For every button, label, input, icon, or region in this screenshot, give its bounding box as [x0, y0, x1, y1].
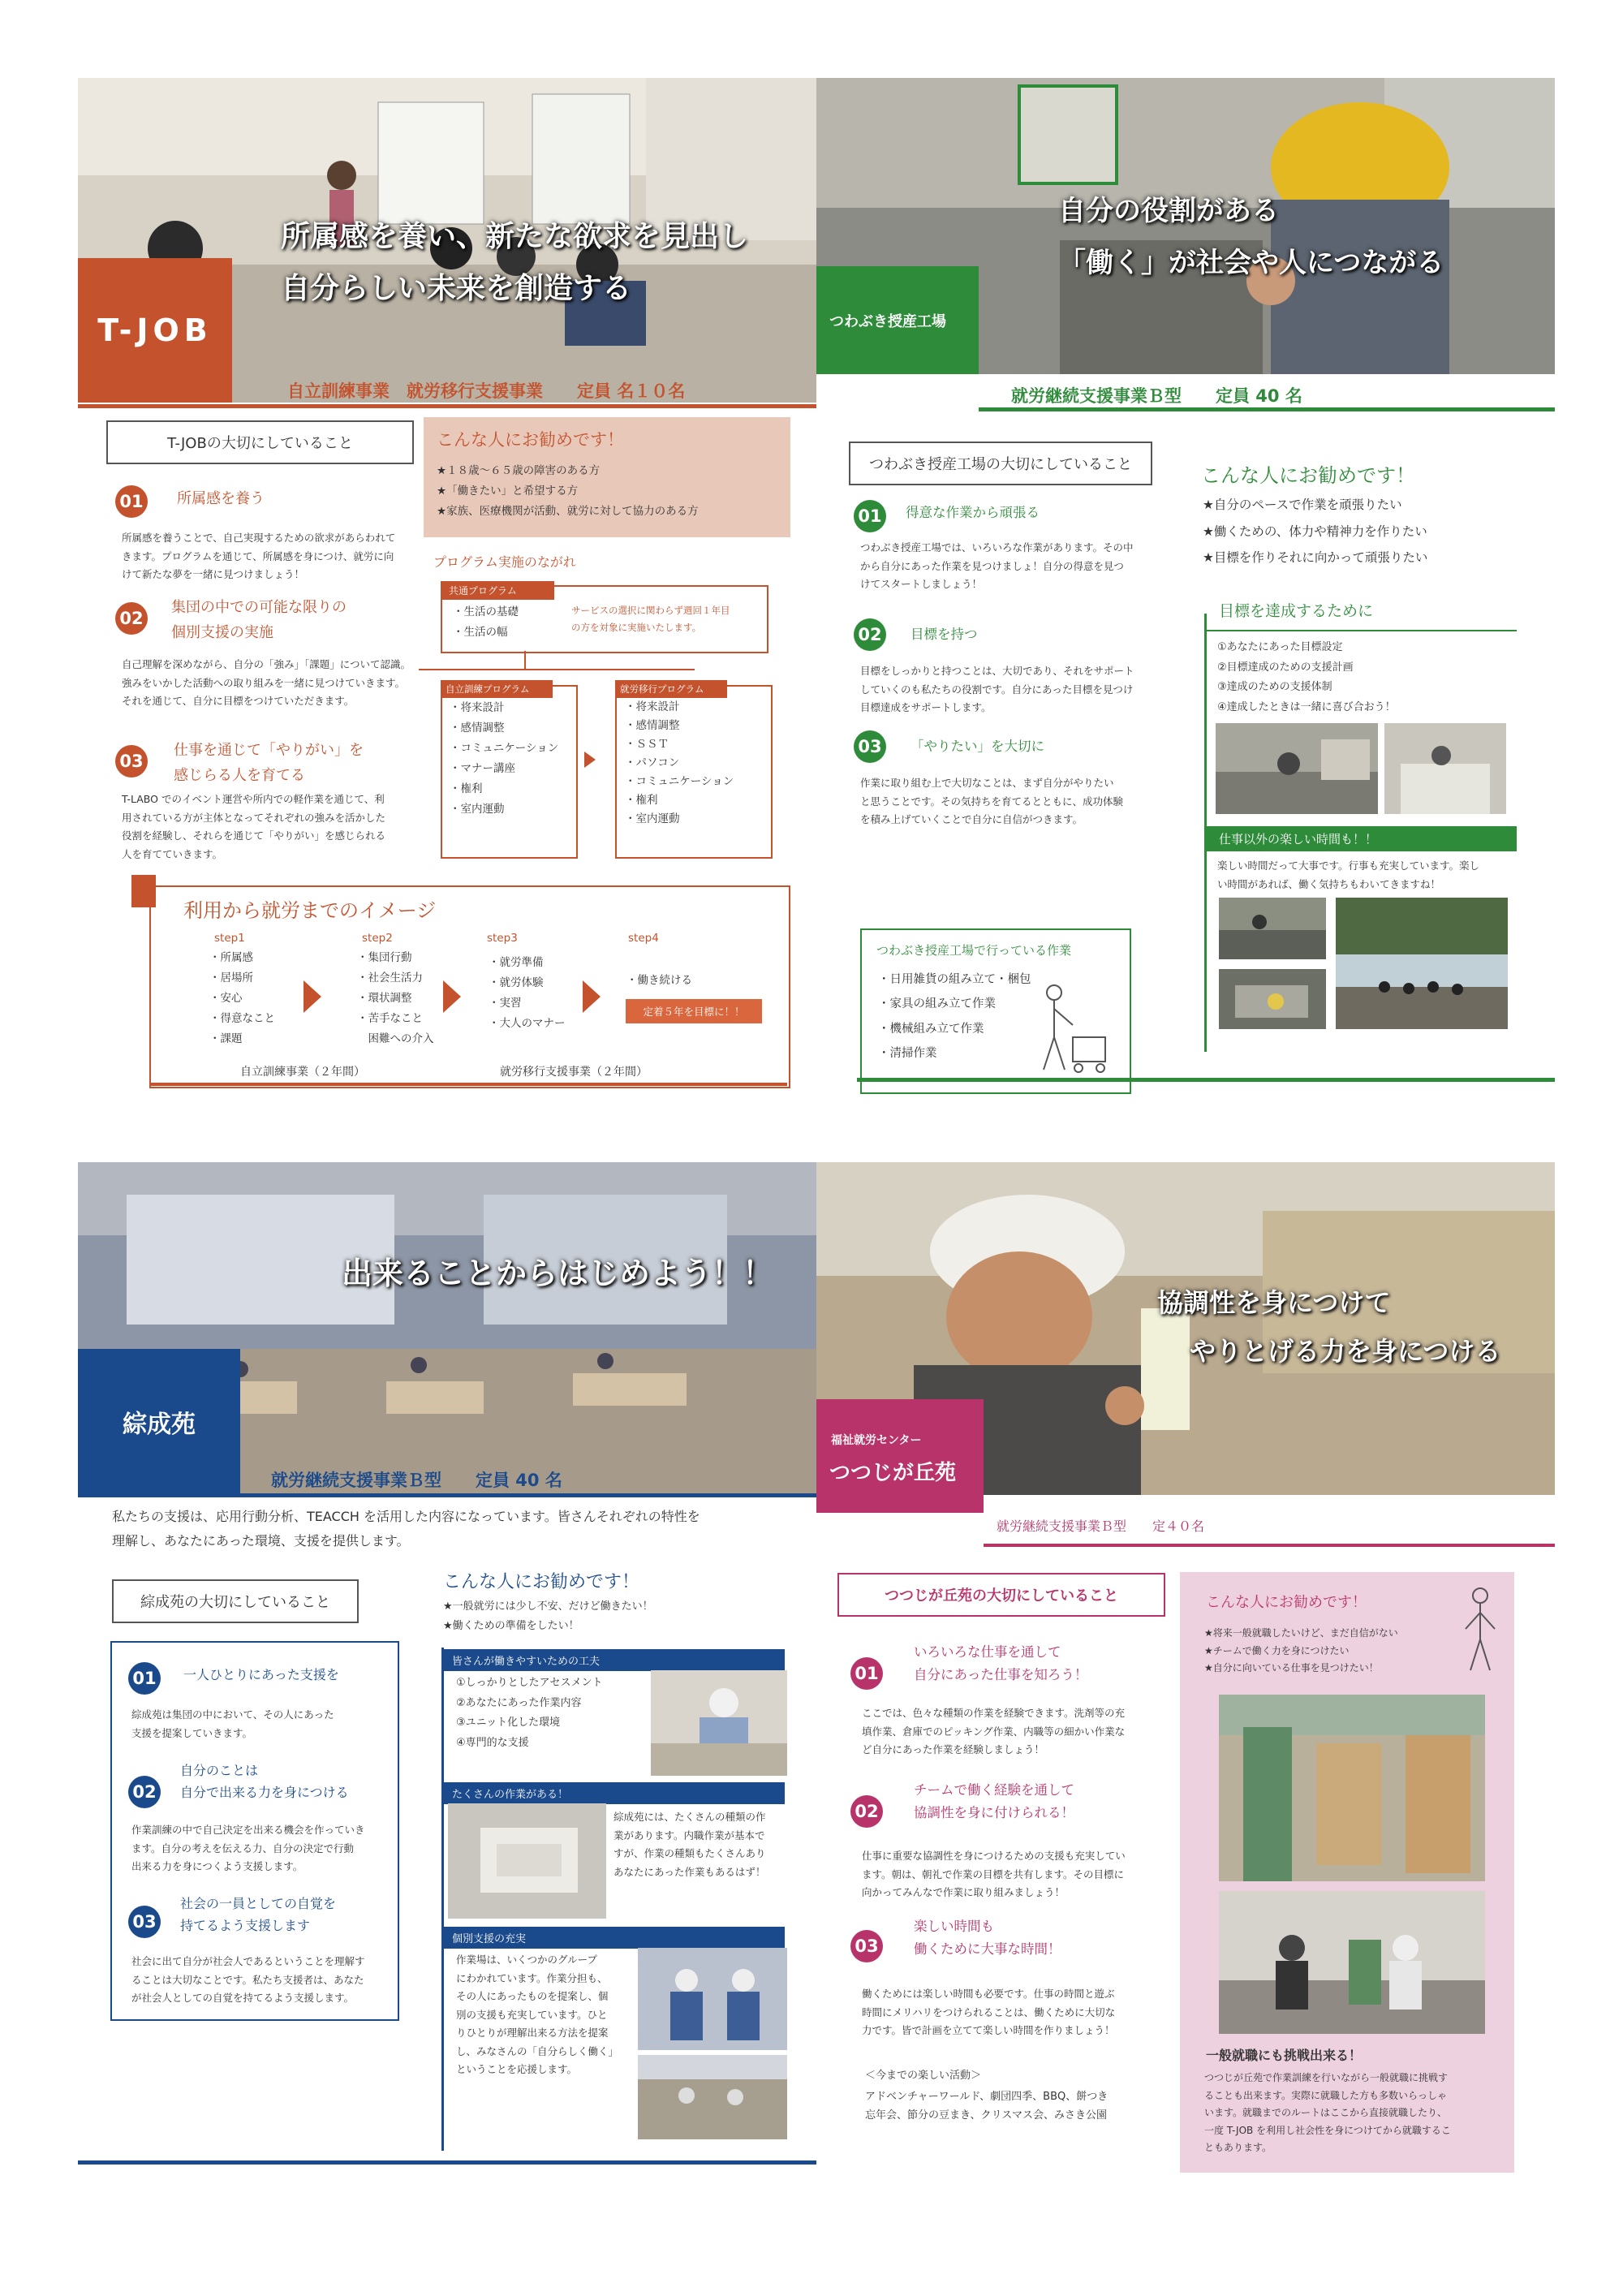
tsu-goal-list: ①あなたにあった目標設定 ②目標達成のための支援計画 ③達成のための支援体制 ④達成したときは一緒に喜び合おう！	[1217, 641, 1396, 714]
tjob-num-02: 02	[115, 602, 148, 635]
shu-hero-text: 出来ることからはじめよう！！	[342, 1256, 774, 1291]
tsu-point3-body: 作業に取り組む上で大切なことは、まず自分がやりたい と思うことです。その気持ちを育てるとともに、成功体験 を積み上げていくことで自分に自信がつきます。	[860, 777, 1124, 825]
tsu-photo-1	[1216, 723, 1378, 814]
tjob-flow-arrow-down	[524, 651, 526, 670]
tsu-photo-3	[1219, 898, 1326, 959]
tjob-step1-items: ・所属感 ・居場所 ・安心 ・得意なこと ・課題	[209, 951, 275, 1045]
tsutsuji-general-title: 一般就職にも挑戦出来る！	[1206, 2048, 1363, 2063]
tsutsuji-box-title: つつじが丘苑の大切にしていること	[837, 1573, 1165, 1617]
tsutsuji-recommend-title: こんな人にお勧めです！	[1206, 1594, 1367, 1611]
tsu-photo-2	[1384, 723, 1506, 814]
shu-name-badge	[78, 1349, 240, 1495]
tjob-image-title: 利用から就労までのイメージ	[183, 899, 437, 922]
shu-point1-title: 一人ひとりにあった支援を	[183, 1667, 339, 1682]
shu-photo-2	[448, 1803, 606, 1919]
shu-box-title: 綜成苑の大切にしていること	[112, 1579, 359, 1623]
tjob-flow-arrow-right	[584, 752, 596, 768]
tsu-work-items: ・日用雑貨の組み立て・梱包 ・家具の組み立て作業 ・機械組み立て作業 ・清掃作業	[878, 973, 1031, 1061]
shu-rule	[78, 1493, 816, 1497]
tjob-recommend-title: こんな人にお勧めです！	[437, 430, 624, 450]
tsu-hero-line1: 自分の役割がある	[1058, 195, 1279, 227]
shu-name: 綜成苑	[123, 1411, 196, 1439]
tjob-image-corner	[131, 875, 156, 907]
tsutsuji-point1-body: ここでは、色々な種類の作業を経験できます。洗剤等の充 填作業、倉庫でのピッキング作業、内職等の細かい作業な ど自分にあった作業を経験しましょう！	[862, 1707, 1126, 1755]
shu-right-rule	[441, 1648, 444, 2151]
tsutsuji-subline: 就労継続支援事業Ｂ型 定４０名	[997, 1518, 1205, 1534]
shu-num-01: 01	[128, 1662, 161, 1695]
tjob-footer-right: 就労移行支援事業（２年間）	[500, 1066, 648, 1079]
tsu-goal-title: 目標を達成するために	[1219, 602, 1374, 620]
tjob-recommend-list: ★１８歳～６５歳の障害のある方 ★「働きたい」と希望する方 ★家族、医療機関が活動、就労に対して協力のある方	[437, 464, 699, 518]
tjob-jiritsu-label: 自立訓練プログラム	[441, 680, 553, 698]
tsu-work-title: つわぶき授産工場で行っている作業	[876, 943, 1072, 958]
tsutsuji-num-03: 03	[850, 1930, 883, 1962]
shu-photo-4	[638, 2055, 787, 2139]
panel-tjob	[78, 78, 816, 1092]
shu-intro: 私たちの支援は、応用行動分析、TEACCH を活用した内容になっています。皆さんそれぞれの特性を 理解し、あなたにあった環境、支援を提供します。	[112, 1509, 700, 1549]
tjob-step1-label: step1	[214, 932, 245, 945]
tjob-point3-title: 仕事を通じて「やりがい」を 感じらる人を育てる	[174, 742, 364, 784]
tjob-jiritsu-items: ・将来設計 ・感情調整 ・コミュニケーション ・マナー講座 ・権利 ・室内運動	[450, 701, 559, 816]
tjob-hero-line1: 所属感を養い、新たな欲求を見出し	[281, 220, 749, 253]
tsu-point1-body: つわぶき授産工場では、いろいろな作業があります。その中 から自分にあった作業を見つけましょ！自分の得意を見つ けてスタートしましょう！	[860, 541, 1134, 590]
tsu-point2-body: 目標をしっかりと持つことは、大切であり、それをサポート していくのも私たちの役割です。自分にあった目標を見つけ 目標達成をサポートします。	[860, 665, 1134, 713]
tjob-footer-rule	[151, 1083, 787, 1086]
tjob-name-badge	[78, 258, 232, 403]
shu-recommend-list: ★一般就労には少し不安、だけど働きたい！ ★働くための準備をしたい！	[443, 1600, 653, 1633]
tsu-goal-rule	[1204, 630, 1517, 631]
tsutsuji-name: つつじが丘苑	[829, 1461, 957, 1485]
shu-recommend-title: こんな人にお勧めです！	[443, 1572, 640, 1592]
tsu-name: つわぶき授産工場	[829, 312, 946, 330]
shu-point2-body: 作業訓練の中で自己決定を出来る機会を作っていき ます。自分の考えを伝える力、自分の決定で行動 出来る力を身につくよう支援します。	[131, 1824, 365, 1872]
tjob-step2-label: step2	[362, 932, 393, 945]
tjob-step2-items: ・集団行動 ・社会生活力 ・環状調整 ・苦手なこと 困難への介入	[357, 951, 434, 1045]
tjob-step4-label: step4	[628, 932, 659, 945]
tjob-ikou-label: 就労移行プログラム	[615, 680, 727, 698]
shu-sec1-list: ①しっかりとしたアセスメント ②あなたにあった作業内容 ③ユニット化した環境 ④専門的な支援	[456, 1677, 603, 1750]
tsutsuji-activities: アドベンチャーワールド、劇団四季、BBQ、餅つき 忘年会、節分の豆まき、クリスマス会、みさき公園	[865, 2091, 1109, 2122]
tsutsuji-photo-warehouse	[1219, 1695, 1485, 1881]
tjob-ikou-items: ・将来設計 ・感情調整 ・ＳＳＴ ・パソコン ・コミュニケーション ・権利 ・室内運動	[625, 700, 734, 825]
tjob-step-arrow3	[583, 980, 601, 1013]
tjob-flow-branch	[419, 669, 695, 670]
tsutsuji-name-badge	[816, 1399, 984, 1513]
tsutsuji-small-name: 福祉就労センター	[831, 1434, 922, 1447]
tsu-point2-title: 目標を持つ	[911, 627, 978, 642]
tsutsuji-photo-factory	[1219, 1891, 1485, 2034]
tsu-name-badge	[816, 266, 979, 374]
tsutsuji-hero-line2: やりとげる力を身につける	[1190, 1336, 1501, 1367]
tjob-point2-body: 自己理解を深めながら、自分の「強み」「課題」について認識。 強みをいかした活動への取り組みを一緒に見つけていきます。 それを通じて、自分に目標をつけていただきます。	[122, 658, 411, 707]
tsutsuji-num-01: 01	[850, 1657, 883, 1690]
tsu-num-01: 01	[854, 500, 886, 532]
tsu-fun-title: 仕事以外の楽しい時間も！！	[1204, 826, 1517, 851]
shu-sec1-title: 皆さんが働きやすいための工夫	[444, 1649, 785, 1671]
tjob-point2-title: 集団の中での可能な限りの 個別支援の実施	[171, 599, 347, 641]
shu-sec2-body: 綜成苑には、たくさんの種類の作 業があります。内職作業が基本で すが、作業の種類もたくさんあり あなたにあった作業もあるはず！	[613, 1811, 766, 1878]
tjob-point3-body: T-LABO でのイベント運営や所内での軽作業を通じて、利 用されている方が主体となってそれぞれの強みを活かした 役割を経験し、それらを通じて「やりがい」を感じられる 人を育てていきます。	[122, 793, 386, 860]
tsutsuji-general-body: つつじが丘苑で作業訓練を行いながら一般就職に挑戦す ることも出来ます。実際に就職した方も多数いらっしゃ います。就職までのルートはここから直接就職したり、 一度 T-JOB を利用し社会性を身につけてから就職するこ ともあります。	[1204, 2072, 1451, 2154]
tjob-flow-title: プログラム実施のながれ	[433, 554, 576, 570]
tsutsuji-point3-title: 楽しい時間も 働くために大事な時間！	[914, 1919, 1061, 1958]
tsu-num-03: 03	[854, 730, 886, 763]
worker-cart-illustration	[1026, 980, 1115, 1078]
tsu-recommend-list: ★自分のペースで作業を頑張りたい ★働くための、体力や精神力を作りたい ★目標を作りそれに向かって頑張りたい	[1203, 498, 1428, 566]
shu-photo-1	[651, 1670, 787, 1776]
tsu-point3-title: 「やりたい」を大切に	[911, 739, 1044, 754]
worker-illustration	[1457, 1584, 1502, 1674]
tsutsuji-rule	[984, 1544, 1555, 1547]
tsu-bottom-rule	[857, 1078, 1555, 1082]
shu-photo-3	[638, 1948, 787, 2050]
tjob-subline: 自立訓練事業 就労移行支援事業 定員 名１０名	[287, 381, 686, 401]
tsu-box-title: つわぶき授産工場の大切にしていること	[849, 442, 1152, 485]
tjob-common-label: 共通プログラム	[441, 581, 554, 600]
tjob-step-arrow2	[443, 980, 461, 1013]
tjob-step3-label: step3	[487, 932, 518, 945]
tsu-hero-line2: 「働く」が社会や人につながる	[1058, 247, 1444, 279]
panel-tsutsujigaoka	[816, 1162, 1555, 2175]
tjob-step3-items: ・就労準備 ・就労体験 ・実習 ・大人のマナー	[489, 956, 566, 1030]
tjob-step-arrow1	[304, 980, 321, 1013]
panel-shuseien	[78, 1162, 816, 2175]
tsutsuji-hero-line1: 協調性を身につけて	[1157, 1287, 1391, 1318]
tsutsuji-num-02: 02	[850, 1795, 883, 1828]
tsu-subline: 就労継続支援事業Ｂ型 定員 40 名	[1011, 386, 1302, 406]
tsutsuji-activities-title: ＜今までの楽しい活動＞	[865, 2070, 982, 2082]
tsu-rule	[979, 407, 1555, 411]
shu-bottom-rule	[78, 2160, 816, 2165]
tjob-box-title: T-JOBの大切にしていること	[106, 420, 414, 464]
tjob-step4-badge: 定着５年を目標に！！	[626, 999, 762, 1023]
tsutsuji-point1-title: いろいろな仕事を通して 自分にあった仕事を知ろう！	[914, 1644, 1088, 1683]
tjob-point1-body: 所属感を養うことで、自己実現するための欲求があらわれて きます。プログラムを通じて、所属感を身につけ、就労に向 けて新たな夢を一緒に見つけましょう！	[122, 532, 396, 580]
panel-tsuwabuki	[816, 78, 1555, 1092]
shu-num-03: 03	[128, 1906, 161, 1938]
shu-sec2-title: たくさんの作業がある！	[444, 1782, 785, 1804]
tsu-photo-4	[1336, 898, 1508, 1029]
tsutsuji-point3-body: 働くためには楽しい時間も必要です。仕事の時間と遊ぶ 時間にメリハリをつけられることは、働くために大切な 力です。皆で計画を立てて楽しい時間を作りましょう！	[862, 1988, 1116, 2036]
tjob-recommend-box	[424, 417, 790, 537]
tjob-common-items: ・生活の基礎 ・生活の幅	[453, 605, 519, 639]
tsu-num-02: 02	[854, 618, 886, 651]
shu-sec3-title: 個別支援の充実	[444, 1927, 785, 1949]
tsutsuji-point2-title: チームで働く経験を通して 協調性を身に付けられる！	[914, 1782, 1074, 1821]
tjob-num-01: 01	[115, 485, 148, 518]
shu-sec3-body: 作業場は、いくつかのグループ にわかれています。作業分担も、 その人にあったものを提案し、個 別の支援も充実しています。ひと りひとりが理解出来る方法を提案 し、みなさんの「自分らしく働く」 ということを応援します。	[456, 1954, 619, 2075]
tsutsuji-recommend-list: ★将来一般就職したいけど、まだ自信がない ★チームで働く力を身につけたい ★自分に向いている仕事を見つけたい！	[1204, 1627, 1398, 1674]
shu-point1-body: 綜成苑は集団の中において、その人にあった 支援を提案していきます。	[131, 1708, 334, 1739]
tsu-recommend-title: こんな人にお勧めです！	[1201, 464, 1415, 487]
tjob-step4-items: ・働き続ける	[626, 974, 692, 987]
tjob-name: T-JOB	[97, 312, 213, 348]
tjob-common-note: サービスの選択に関わらず週回１年目 の方を対象に実施いたします。	[571, 605, 730, 633]
shu-point3-body: 社会に出て自分が社会人であるということを理解す ることは大切なことです。私たち支援者は、あなた が社会人としての自覚を持てるよう支援します。	[131, 1955, 365, 2004]
tjob-point1-title: 所属感を養う	[177, 490, 265, 507]
shu-point2-title: 自分のことは 自分で出来る力を身につける	[180, 1763, 349, 1801]
tsutsuji-point2-body: 仕事に重要な協調性を身につけるための支援も充実してい ます。朝は、朝礼で作業の目標を共有します。その目標に 向かってみんなで作業に取り組みましょう！	[862, 1850, 1126, 1898]
tjob-rule	[78, 404, 816, 408]
tjob-hero-line2: 自分らしい未来を創造する	[281, 272, 632, 305]
tjob-footer-left: 自立訓練事業（２年間）	[240, 1066, 365, 1079]
tsu-point1-title: 得意な作業から頑張る	[906, 505, 1040, 520]
tjob-num-03: 03	[115, 745, 148, 778]
shu-subline: 就労継続支援事業Ｂ型 定員 40 名	[271, 1471, 562, 1490]
shu-num-02: 02	[128, 1776, 161, 1808]
tsu-fun-body: 楽しい時間だって大事です。行事も充実しています。楽し い時間があれば、働く気持ちもわいてきますね！	[1217, 859, 1480, 890]
tsu-photo-5	[1219, 969, 1326, 1029]
shu-point3-title: 社会の一員としての自覚を 持てるよう支援します	[180, 1896, 337, 1934]
